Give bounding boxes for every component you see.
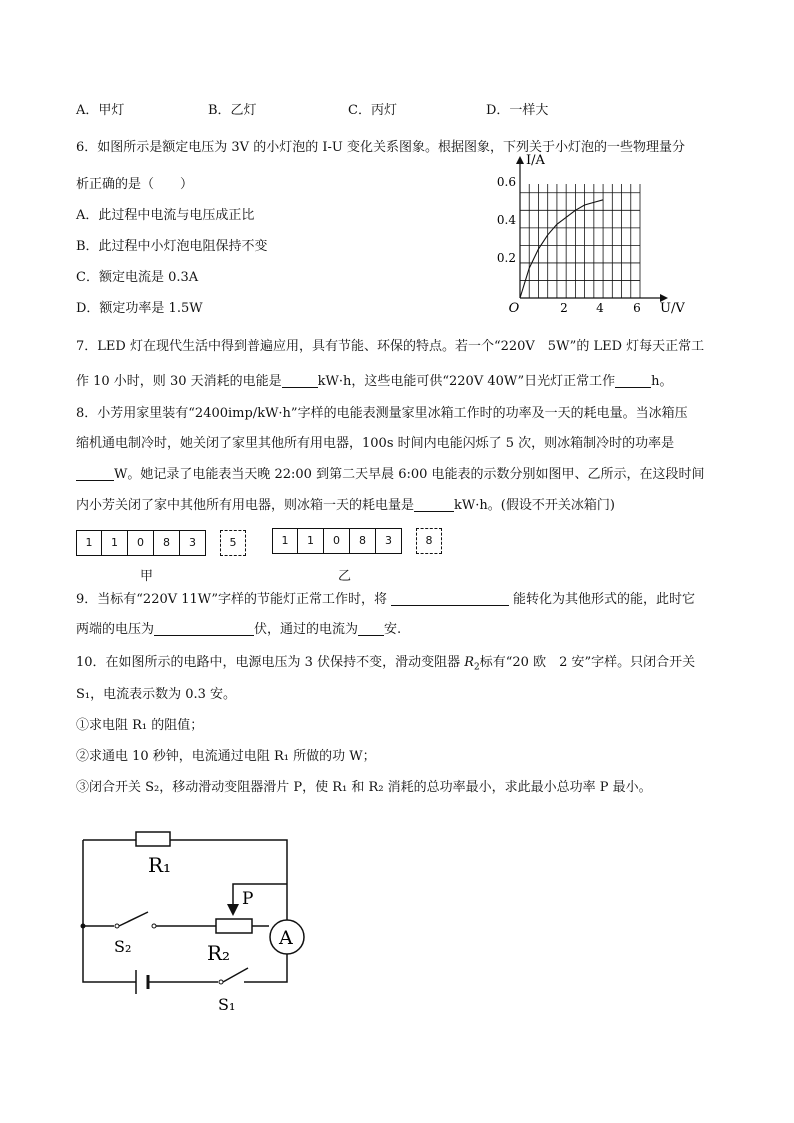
q9-text-a: 9．当标有“220V 11W”字样的节能灯正常工作时，将 [76, 592, 388, 607]
meter-yi-digit-3: 0 [324, 528, 350, 554]
q7-text-a: 作 10 小时，则 30 天消耗的电能是 [76, 374, 282, 389]
q8-line4 [76, 497, 615, 515]
wire-left [83, 840, 136, 982]
label-r2: R₂ [207, 941, 231, 965]
q8-line2: 缩机通电制冷时，她关闭了家里其他所有用电器，100s 时间内电能闪烁了 5 次，则冰箱制冷时的功率是 [76, 436, 675, 451]
switch-s2-contact [152, 924, 156, 928]
q5-option-b: B．乙灯 [208, 103, 257, 118]
switch-s1-pivot [219, 980, 223, 984]
q9-text-c: 两端的电压为 [76, 622, 155, 637]
q6-stem-line1: 6．如图所示是额定电压为 3V 的小灯泡的 I-U 变化关系图象。根据图象，下列关于小灯泡的一些物理量分 [76, 140, 685, 155]
junction-dot [81, 924, 86, 929]
meter-jia-label: 甲 [140, 569, 154, 584]
q7-text-c: h。 [651, 374, 673, 389]
label-ammeter: A [279, 927, 293, 949]
q5-option-c: C．丙灯 [348, 103, 397, 118]
y-axis-label: I/A [526, 153, 545, 168]
q9-text-d: 伏，通过的电流为 [254, 622, 359, 637]
q5-options [76, 102, 716, 120]
meter-yi-digit-2: 1 [298, 528, 324, 554]
q7-line1: 7．LED 灯在现代生活中得到普遍应用，具有节能、环保的特点。若一个“220V 5W”的 LED 灯每天正常工 [76, 339, 705, 354]
q10-var-sub: 2 [474, 662, 480, 673]
q7-blank-energy[interactable] [282, 373, 318, 388]
meter-yi [272, 528, 452, 554]
q7-line2 [76, 373, 673, 391]
q9-line1 [76, 591, 695, 609]
origin-label: O [508, 301, 520, 316]
label-p: P [242, 889, 254, 909]
meter-jia-decimal: 5 [220, 530, 246, 556]
q9-text-e: 安. [384, 622, 402, 637]
q6-stem-line2: 析正确的是（ ） [76, 177, 194, 192]
q6-option-b: B．此过程中小灯泡电阻保持不变 [76, 239, 268, 254]
iu-chart [490, 152, 705, 317]
q8-text-line3: W。她记录了电能表当天晚 22:00 到第二天早晨 6:00 电能表的示数分别如图甲、乙所示，在这段时间 [114, 467, 705, 482]
meter-jia-digit-3: 0 [128, 530, 154, 556]
q8-blank-power[interactable] [76, 466, 114, 481]
q10-text-a: 10．在如图所示的电路中，电源电压为 3 伏保持不变，滑动变阻器 [76, 655, 465, 670]
wire-top [83, 840, 287, 920]
wire-right [244, 954, 287, 982]
switch-s2-pivot [115, 924, 119, 928]
resistor-r1 [136, 832, 170, 846]
meter-jia [76, 530, 256, 556]
meter-jia-digit-1: 1 [76, 530, 102, 556]
q6-option-c: C．额定电流是 0.3A [76, 270, 199, 285]
q10-var-r: R [464, 655, 475, 670]
q8-line3 [76, 466, 705, 484]
meter-yi-digit-5: 3 [376, 528, 402, 554]
x-tick-2: 2 [560, 301, 568, 315]
x-tick-6: 6 [633, 301, 641, 315]
q8-blank-daily[interactable] [414, 497, 454, 512]
q7-text-b: kW·h，这些电能可供“220V 40W”日光灯正常工作 [317, 374, 616, 389]
q6-option-d: D．额定功率是 1.5W [76, 301, 203, 316]
q9-blank-current[interactable] [358, 621, 384, 636]
meter-jia-digit-5: 3 [180, 530, 206, 556]
x-axis-label: U/V [660, 301, 685, 316]
meter-jia-digit-4: 8 [154, 530, 180, 556]
y-tick-0.2: 0.2 [496, 251, 516, 265]
q8-text-line4a: 内小芳关闭了家中其他所有用电器，则冰箱一天的耗电量是 [76, 498, 415, 513]
q8-text-line4b: kW·h。(假设不开关冰箱门) [454, 498, 615, 513]
q9-blank-energy[interactable] [391, 591, 509, 606]
switch-s2-blade [119, 912, 148, 926]
x-tick-4: 4 [596, 301, 604, 315]
iu-curve [520, 200, 603, 298]
meter-yi-digit-1: 1 [272, 528, 298, 554]
q7-blank-hours[interactable] [615, 373, 651, 388]
q10-item2: ②求通电 10 秒钟，电流通过电阻 R₁ 所做的功 W； [76, 749, 376, 764]
label-s1: S₁ [218, 995, 236, 1014]
meter-yi-digit-4: 8 [350, 528, 376, 554]
q10-line1 [76, 654, 695, 677]
q10-item1: ①求电阻 R₁ 的阻值； [76, 718, 204, 733]
q10-item3: ③闭合开关 S₂，移动滑动变阻器滑片 P，使 R₁ 和 R₂ 消耗的总功率最小，求此最小总功率 P 最小。 [76, 780, 652, 795]
q9-line2 [76, 621, 401, 639]
label-r1: R₁ [148, 853, 172, 877]
y-tick-0.4: 0.4 [496, 213, 516, 227]
q9-text-b: 能转化为其他形式的能，此时它 [513, 592, 696, 607]
q10-text-b: 标有“20 欧 2 安”字样。只闭合开关 [479, 655, 696, 670]
y-axis-arrow [516, 156, 524, 164]
q5-option-d: D．一样大 [486, 103, 549, 118]
chart-grid [520, 184, 640, 298]
resistor-r2 [216, 919, 252, 933]
meter-yi-decimal: 8 [416, 528, 442, 554]
meter-yi-label: 乙 [338, 569, 352, 584]
y-tick-0.6: 0.6 [496, 175, 516, 189]
switch-s1-blade [223, 968, 248, 982]
q9-blank-voltage[interactable] [154, 621, 254, 636]
meter-jia-digit-2: 1 [102, 530, 128, 556]
circuit-diagram [70, 820, 320, 1020]
q10-line2: S₁，电流表示数为 0.3 安。 [76, 687, 237, 702]
q6-option-a: A．此过程中电流与电压成正比 [76, 208, 255, 223]
label-s2: S₂ [114, 937, 132, 956]
q5-option-a: A．甲灯 [76, 103, 125, 118]
slider-p-arrow [227, 904, 239, 916]
q8-line1: 8．小芳用家里装有“2400imp/kW·h”字样的电能表测量家里冰箱工作时的功率及一天的耗电量。当冰箱压 [76, 406, 688, 421]
